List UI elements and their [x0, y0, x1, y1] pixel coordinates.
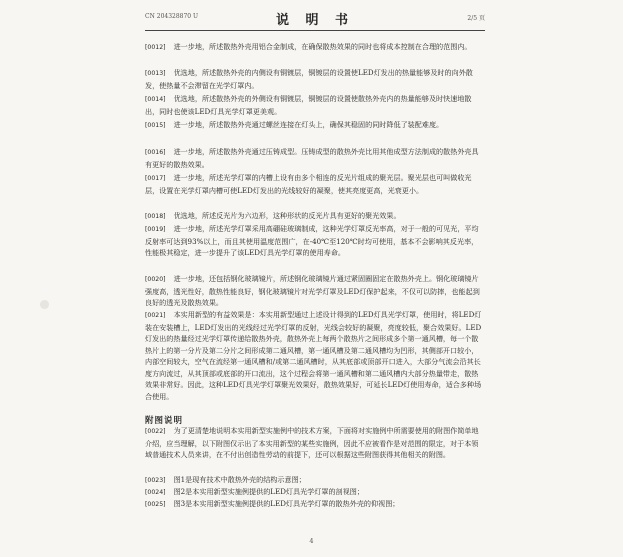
paragraph-number: [0016]	[145, 149, 166, 156]
paragraph-text: 进一步地，所述光学灯罩采用高硼硅玻璃制成，这种光学灯罩反光率高，对于一般的可见光，平均反射率可达到93%以上，而且其使用温度范围广，在-40℃至120℃时均可使用，基本不会影响其反光率，性能极其稳定，进一步提升了该LED灯具光学灯罩的使用寿命。	[145, 224, 479, 257]
paragraph-0025	[145, 498, 485, 511]
paragraph-text: 本实用新型的有益效果是：本实用新型通过上述设计得到的LED灯具光学灯罩，使用时，将LED灯装在安装槽上，LED灯发出的光线经过光学灯罩的反射，光线会较好的凝聚，亮度较低，聚合效果好。LED灯发出的热量经过光学灯罩传递给散热外壳，散热外壳上每两个散热片之间形成多个第一通风槽，每一个散热片上的第一分片及第二分片之间形成第二通风槽，第一通风槽及第二通风槽均为凹形，其侧部开口较小，内部空间较大，空气在流经第一通风槽和/或第二通风槽时，从其底部或顶部开口进入，大部分气流会沿其长度方向流过，从其顶部或底部的开口流出，这个过程会将第一通风槽和第二通风槽内大部分热量带走，散热效果非常好。因此，这种LED灯具光学灯罩聚光效果好，散热效果好，可延长LED灯使用寿命，适合多种场合使用。	[145, 310, 482, 401]
paragraph-0019	[145, 223, 485, 259]
paragraph-number: [0023]	[145, 477, 166, 484]
document-title: 说 明 书	[275, 13, 355, 28]
paragraph-0013	[145, 67, 485, 91]
paragraph-text: 优选地，所述散热外壳的外侧设有铜镀层，铜镀层的设置使散热外壳内的热量能够及时快速地散出，同时也使该LED灯具光学灯罩更美观。	[145, 94, 472, 116]
page-indicator: 2/5 页	[467, 15, 485, 22]
paragraph-0023	[145, 474, 485, 487]
paragraph-number: [0022]	[145, 428, 166, 435]
paragraph-number: [0020]	[145, 276, 166, 283]
paragraph-text: 图2是本实用新型实施例提供的LED灯具光学灯罩的剖视图；	[173, 487, 364, 496]
paragraph-number: [0024]	[145, 489, 166, 496]
scan-speck	[40, 300, 49, 309]
paragraph-0020	[145, 273, 485, 309]
paragraph-0012	[145, 41, 485, 54]
paragraph-number: [0015]	[145, 122, 166, 129]
paragraph-text: 进一步地，还包括钢化玻璃镜片，所述钢化玻璃镜片通过紧固圈固定在散热外壳上。钢化玻璃镜片强度高，透光性好，散热性能良好，钢化玻璃镜片对光学灯罩及LED灯保护起来，不仅可以防摔，也能起到良好的透光及散热效果。	[145, 274, 480, 307]
paragraph-0014	[145, 93, 485, 117]
paragraph-text: 为了更清楚地说明本实用新型实施例中的技术方案，下面将对实施例中所需要使用的附图作简单地介绍，应当理解，以下附图仅示出了本实用新型的某些实施例，因此不应被看作是对范围的限定，对于本领域普通技术人员来讲，在不付出创造性劳动的前提下，还可以根据这些附图获得其他相关的附图。	[145, 426, 479, 459]
paragraph-text: 图3是本实用新型实施例提供的LED灯具光学灯罩的散热外壳的仰视图；	[173, 499, 400, 508]
page-number: 4	[309, 537, 314, 545]
paragraph-0024	[145, 486, 485, 499]
paragraph-number: [0012]	[145, 44, 166, 51]
paragraph-text: 进一步地，所述光学灯罩的内槽上设有由多个相连的反光片组成的聚光层。聚光层也可叫做收光层，设置在光学灯罩内槽可使LED灯发出的光线较好的凝聚，使其亮度更高，光衰更小。	[145, 173, 472, 195]
paragraph-0018	[145, 210, 485, 223]
paragraph-text: 进一步地，所述散热外壳通过螺丝连接在灯头上，确保其稳固的同时降低了装配难度。	[173, 120, 444, 129]
paragraph-0017	[145, 172, 485, 196]
paragraph-number: [0013]	[145, 70, 166, 77]
paragraph-number: [0017]	[145, 175, 166, 182]
paragraph-0016	[145, 146, 485, 170]
paragraph-number: [0014]	[145, 96, 166, 103]
paragraph-number: [0025]	[145, 501, 166, 508]
paragraph-number: [0018]	[145, 213, 166, 220]
paragraph-text: 进一步地，所述散热外壳通过压铸成型。压铸成型的散热外壳比用其他成型方法制成的散热外壳具有更好的散热效果。	[145, 147, 479, 169]
publication-number: CN 204328870 U	[145, 13, 199, 20]
paragraph-0021	[145, 309, 485, 402]
paragraph-text: 进一步地，所述散热外壳用铝合金制成，在确保散热效果的同时也将成本控制在合理的范围内。	[173, 42, 472, 51]
section-title-figures: 附图说明	[145, 416, 184, 426]
paragraph-0022	[145, 425, 485, 461]
paragraph-0015	[145, 119, 485, 132]
page-header	[145, 8, 485, 28]
paragraph-text: 图1是现有技术中散热外壳的结构示意图；	[173, 475, 306, 484]
paragraph-text: 优选地，所述散热外壳的内侧设有铜镀层，铜镀层的设置使LED灯发出的热量能够及时的向外散发，使热量不会滞留在光学灯罩内。	[145, 68, 473, 90]
paragraph-text: 优选地，所述反光片为六边形，这种形状的反光片具有更好的聚光效果。	[173, 211, 401, 220]
paragraph-number: [0019]	[145, 226, 166, 233]
paragraph-number: [0021]	[145, 312, 166, 319]
header-rule	[145, 30, 485, 31]
